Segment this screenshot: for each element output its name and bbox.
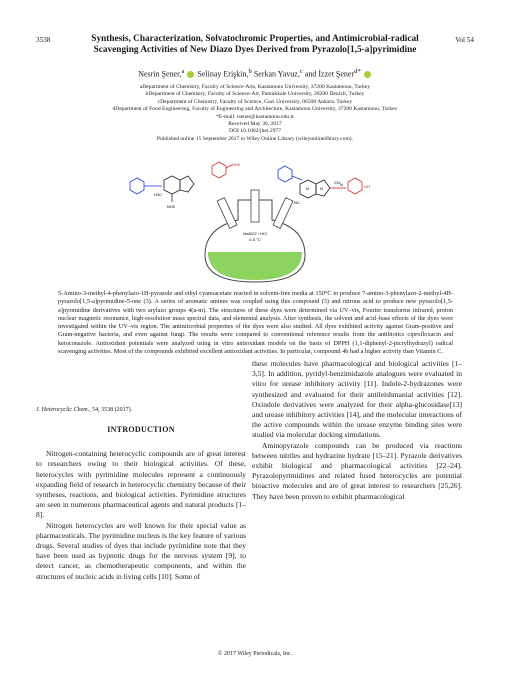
product-molecule [278,166,362,198]
left-column [36,423,246,582]
paragraph: these molecules have pharmacological and biological activities [1–3,5]. In addition, pyridyl-benzimidazole analogues were evaluated in vitro for urease inhibitory activity [11]. Indole-2-hydrazones were synthesized and evaluated for their antileishmanial activities [12]. Oxindole derivatives were analyzed for their alpha-glucosidase[13] and urease inhibitory activities [14], and the molecular interactions of the active compounds within the urease enzyme binding sites were studied via molecular docking simulations. [252,359,462,440]
article-title: Synthesis, Characterization, Solvatochromic Properties, and Antimicrobial-radical Scavenging Activities of New Diazo Dyes Derived from Pyrazolo[1,5-a]pyrimidine [91,34,419,55]
doi-line[interactable]: DOI 10.1002/jhet.2977 [228,128,282,135]
aniline-molecule [212,162,232,178]
paragraph: Aminopyrazole compounds can be produced via reactions between nitriles and hydrazine hydrate [15–21]. Pyrazole derivatives exhibit biological and pharmacological activities [22–24]. Pyrazolopyrimidines and related fused heterocycles are potential bioactive molecules and are of great interest to researchers [25,26]. They have been proven to exhibit pharmacological [252,440,462,501]
affiliations-block [60,84,450,143]
reagent-label: NaNO2 / HCl [243,231,267,236]
nitrile-label: NC [294,200,300,205]
author-affil-mark: d* [354,68,361,75]
orcid-icon[interactable] [364,71,371,78]
journal-name: J. Heterocyclic Chem. [36,407,90,413]
author-name: İzzet Şener [318,69,355,79]
aniline-amine-label: NH2 [232,162,241,167]
affiliation-line: aDepartment of Chemistry, Faculty of Science-Arts, Kastamonu University, 37200 Kastamonu, Turkey [139,84,371,90]
author-name: Selinay Erişkin, [197,69,249,79]
abstract-text: 5-Amino-3-methyl-4-phenylazo-1H-pyrazole and ethyl cyanoacetate reacted in solvent-free media at 150°C to produce 7-amino-3-phenylazo-2-methyl-4H-pyrazolo[1,5-a]pyrimidine-5-one (3). A series of aromatic amines was coupled using this compound (3) and nitrous acid to produce new pyrazolo[1,5-a]pyrimidine derivatives with two arylazo groups 4(a-m). The structures of these dyes were determined via UV–vis, Fourier transforms infrared, proton nuclear magnetic resonance, high-resolution mass spectral data, and elemental analysis. After synthesis, the solvent and acid–base effects of the dyes were investigated within the UV–vis region. The antimicrobial properties of the dyes were also studied. All dyes exhibited activity against Gram-positive and Gram-negative bacteria, and even against fungi. The results were compared to conventional reference results from the antibiotics ciprofloxacin and ketoconazole. Antioxidant potentials were analyzed using in vitro antioxidant models on the basis of DPPH (1,1-diphenyl-2-picrylhydrazyl) radical scavenging activities. Most of the compounds exhibited excellent antioxidant activities. In particular, compound 4b had a higher activity than Vitamin C. [58,290,453,356]
nitrogen-label: N [340,182,343,187]
amine-label: NH2 [167,204,176,209]
copyright-footer: © 2017 Wiley Periodicals, Inc. [217,651,293,657]
author-affil-mark: b [248,68,252,75]
graphical-abstract [120,160,390,285]
right-column [252,359,462,502]
affiliation-line: bDepartment of Chemistry, Faculty of Science-Art, Pamukkale University, 20200 Denizli, Turkey [145,91,365,98]
author-line [60,68,450,79]
methyl-label: H3C [154,192,163,197]
author-affil-mark: a [181,68,185,75]
section-heading: INTRODUCTION [107,425,175,434]
volume-label: Vol 54 [455,36,474,44]
author-name: Serkan Yavuz, [253,69,300,79]
author-conjunction: and [304,69,317,79]
email-line[interactable]: *E-mail: isener@kastamonu.edu.tr [215,113,294,120]
received-date: Received May 30, 2017 [228,121,282,128]
affiliation-line: cDepartment of Chemistry, Faculty of Science, Gazi University, 06500 Ankara, Turkey [157,98,353,105]
nitrogen-label: N [306,186,309,191]
paragraph: Nitrogen heterocycles are well known for their special value as pharmaceuticals. The pyrimidine nucleus is the key feature of various drugs. Several studies of dyes that include pyrimidine note that they have been used as hypnotic drugs for the nervous system [9], to detect cancer, as chemotherapeutic components, and within the structures of nucleic acids in living cells [10]. Some of [36,520,246,581]
citation-line [36,407,132,413]
cyano-label: CN [334,180,340,185]
page-number: 3538 [36,36,51,44]
affiliation-line: dDepartment of Food Engineering, Faculty of Engineering and Architecture, Kastamonu University, 37200 Kastamonu, Turkey [112,106,398,113]
orcid-icon[interactable] [187,71,194,78]
published-line: Published online 15 September 2017 in Wiley Online Library (wileyonlinelibrary.com). [156,135,354,142]
hydroxy-label: OH [364,184,370,189]
paragraph: Nitrogen-containing heterocyclic compounds are of great interest to researchers owing to their biological activities. Of these, heterocycles with pyrimidine molecules represent a continuously expanding field of research in heterocyclic chemistry because of their syntheses, reactions, and biological activities. Pyrimidine structures are seen in numerous pharmaceutical agents and natural products [1–8]. [36,449,246,520]
temperature-label: 0-5 °C [249,237,261,242]
nitrogen-label: N [320,186,323,191]
citation-details: , 54, 3538 (2017). [89,407,133,413]
author-name: Nesrin Şener, [138,69,182,79]
author-affil-mark: c [299,68,303,75]
left-molecule [130,176,194,202]
